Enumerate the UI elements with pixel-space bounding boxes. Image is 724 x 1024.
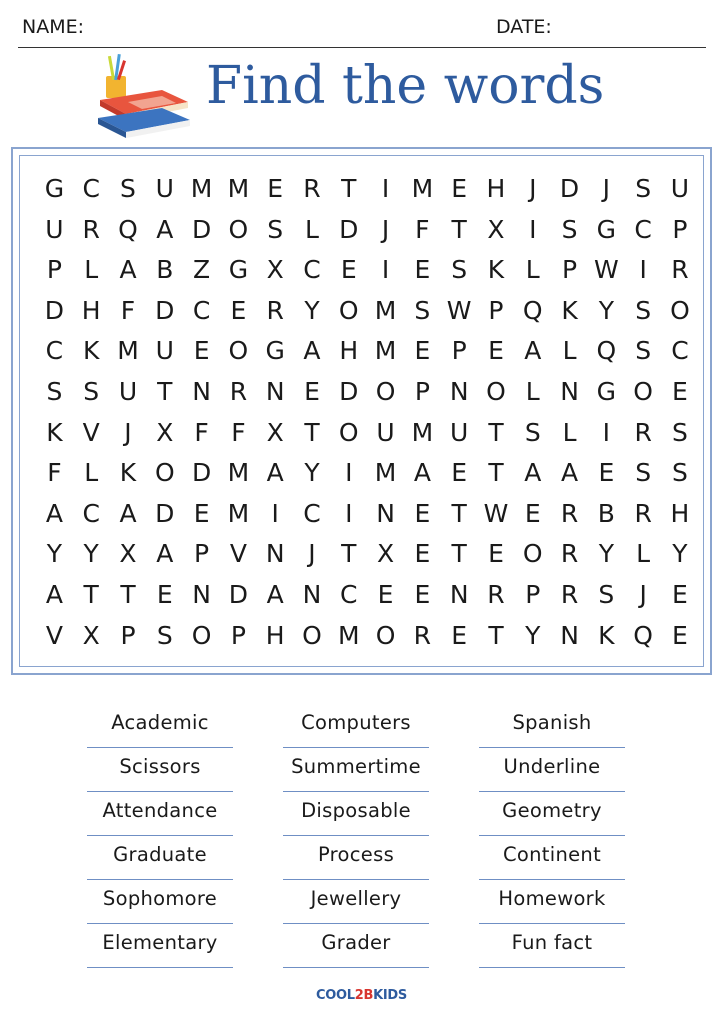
- grid-letter: A: [119, 498, 137, 528]
- grid-letter: D: [228, 579, 249, 609]
- grid-letter: D: [339, 214, 359, 244]
- grid-letter: V: [82, 417, 100, 447]
- grid-letter: S: [120, 174, 136, 203]
- grid-letter: L: [525, 376, 540, 406]
- word-list-item: Scissors: [87, 748, 233, 792]
- word-list-item: Computers: [283, 704, 429, 748]
- word-list-item: Spanish: [479, 704, 625, 748]
- logo-text-2b: 2B: [354, 988, 374, 1003]
- grid-letter: V: [45, 620, 63, 650]
- grid-letter: E: [451, 458, 468, 488]
- word-list-item: Grader: [283, 924, 429, 968]
- grid-letter: M: [411, 417, 434, 447]
- grid-letter: J: [308, 539, 316, 569]
- books-pencil-cup-icon: [92, 52, 194, 140]
- grid-letter: T: [83, 579, 99, 609]
- grid-letter: S: [672, 417, 688, 447]
- grid-letter: J: [602, 174, 611, 203]
- grid-letter: O: [375, 620, 396, 650]
- grid-letter: F: [120, 295, 136, 325]
- grid-letter: K: [487, 255, 505, 285]
- grid-letter: E: [414, 579, 431, 609]
- grid-letter: A: [413, 458, 431, 488]
- grid-letter: J: [381, 214, 390, 244]
- grid-letter: A: [45, 498, 63, 528]
- grid-letter: Y: [304, 295, 320, 325]
- grid-letter: G: [596, 214, 617, 244]
- word-list-item: Homework: [479, 880, 625, 924]
- grid-letter: P: [46, 255, 62, 285]
- grid-letter: I: [381, 174, 390, 203]
- grid-letter: G: [265, 336, 285, 366]
- name-label: NAME:: [22, 16, 85, 38]
- grid-letter: Z: [193, 255, 211, 285]
- grid-letter: E: [488, 539, 504, 569]
- grid-letter: M: [374, 295, 397, 325]
- grid-letter: U: [118, 376, 138, 406]
- footer-logo: [316, 988, 407, 1010]
- grid-letter: S: [598, 579, 615, 609]
- grid-letter: E: [267, 174, 284, 203]
- grid-letter: R: [229, 376, 248, 406]
- grid-letter: F: [47, 458, 62, 488]
- grid-letter: E: [451, 620, 468, 650]
- grid-letter: T: [157, 376, 173, 406]
- grid-letter: A: [561, 458, 579, 488]
- grid-letter: W: [446, 295, 472, 325]
- grid-letter: S: [414, 295, 431, 325]
- grid-letter: E: [672, 376, 688, 406]
- grid-letter: M: [227, 174, 250, 203]
- grid-letter: L: [84, 255, 99, 285]
- grid-letter: Q: [596, 336, 617, 366]
- word-list-item: Disposable: [283, 792, 429, 836]
- grid-letter: M: [190, 174, 213, 203]
- grid-letter: L: [84, 458, 99, 488]
- grid-letter: O: [228, 336, 249, 366]
- grid-letter: E: [414, 498, 431, 528]
- grid-letter: A: [156, 214, 174, 244]
- grid-letter: W: [483, 498, 509, 528]
- grid-letter: K: [119, 458, 137, 488]
- grid-letter: P: [488, 295, 504, 325]
- grid-letter: N: [560, 620, 579, 650]
- grid-letter: K: [561, 295, 578, 325]
- grid-letter: A: [119, 255, 137, 285]
- grid-letter: L: [525, 255, 540, 285]
- grid-letter: R: [560, 539, 579, 569]
- grid-letter: L: [562, 417, 577, 447]
- grid-letter: M: [374, 458, 397, 488]
- grid-letter: U: [450, 417, 469, 447]
- grid-letter: M: [374, 336, 397, 366]
- grid-letter: P: [414, 376, 430, 406]
- grid-letter: S: [451, 255, 468, 285]
- grid-letter: F: [231, 417, 246, 447]
- grid-letter: L: [562, 336, 577, 366]
- grid-letter: N: [376, 498, 395, 528]
- grid-letter: E: [340, 255, 357, 285]
- grid-letter: T: [488, 620, 504, 650]
- grid-letter: R: [560, 498, 579, 528]
- grid-letter: O: [633, 376, 653, 406]
- grid-letter: M: [117, 336, 139, 366]
- grid-letter: A: [156, 539, 174, 569]
- word-list-item: Academic: [87, 704, 233, 748]
- grid-letter: P: [525, 579, 541, 609]
- grid-letter: U: [670, 174, 690, 203]
- grid-letter: T: [488, 417, 504, 447]
- grid-letter: D: [191, 214, 212, 244]
- logo-text-kids: KIDS: [373, 988, 407, 1003]
- grid-letter: M: [337, 620, 360, 650]
- grid-letter: I: [529, 214, 537, 244]
- grid-letter: P: [451, 336, 467, 366]
- grid-letter: T: [451, 539, 467, 569]
- grid-letter: E: [414, 255, 431, 285]
- title-row: [0, 52, 724, 142]
- word-list-item: Summertime: [283, 748, 429, 792]
- grid-letter: H: [339, 336, 359, 366]
- grid-letter: E: [488, 336, 504, 366]
- letter-grid: [36, 169, 698, 656]
- grid-letter: A: [266, 458, 284, 488]
- grid-letter: R: [634, 498, 652, 528]
- grid-letter: S: [672, 458, 688, 488]
- date-label: DATE:: [496, 16, 552, 38]
- grid-letter: O: [154, 458, 175, 488]
- grid-letter: D: [559, 174, 580, 203]
- grid-letter: C: [82, 174, 100, 203]
- grid-letter: U: [45, 214, 64, 244]
- grid-letter: A: [266, 579, 284, 609]
- grid-letter: U: [376, 417, 395, 447]
- grid-letter: B: [597, 498, 615, 528]
- grid-letter: R: [303, 174, 321, 203]
- grid-letter: X: [487, 214, 505, 244]
- grid-letter: K: [82, 336, 100, 366]
- grid-letter: O: [228, 214, 249, 244]
- grid-letter: I: [381, 255, 390, 285]
- grid-letter: X: [266, 417, 284, 447]
- grid-letter: R: [560, 579, 579, 609]
- grid-letter: N: [560, 376, 579, 406]
- grid-letter: I: [639, 255, 647, 285]
- grid-letter: F: [415, 214, 430, 244]
- word-list: [87, 704, 629, 968]
- grid-letter: C: [192, 295, 211, 325]
- grid-letter: P: [194, 539, 210, 569]
- grid-letter: P: [230, 620, 246, 650]
- grid-letter: E: [451, 174, 468, 203]
- grid-letter: A: [524, 458, 542, 488]
- grid-letter: Y: [525, 620, 541, 650]
- grid-letter: C: [634, 214, 652, 244]
- grid-letter: Q: [522, 295, 543, 325]
- grid-letter: R: [266, 295, 284, 325]
- grid-letter: E: [414, 539, 431, 569]
- grid-letter: Y: [672, 539, 688, 569]
- grid-letter: Q: [118, 214, 138, 244]
- grid-letter: D: [191, 458, 212, 488]
- word-list-item: Sophomore: [87, 880, 233, 924]
- grid-letter: X: [82, 620, 100, 650]
- grid-letter: T: [451, 498, 467, 528]
- word-list-item: Process: [283, 836, 429, 880]
- grid-letter: T: [120, 579, 136, 609]
- grid-letter: C: [303, 498, 321, 528]
- grid-letter: C: [45, 336, 64, 366]
- grid-letter: T: [451, 214, 467, 244]
- grid-letter: Y: [598, 295, 614, 325]
- grid-letter: E: [230, 295, 247, 325]
- grid-letter: D: [44, 295, 65, 325]
- grid-letter: D: [339, 376, 359, 406]
- grid-letter: R: [634, 417, 652, 447]
- grid-letter: Y: [46, 539, 63, 569]
- grid-letter: F: [194, 417, 209, 447]
- grid-letter: C: [671, 336, 689, 366]
- grid-letter: G: [44, 174, 65, 203]
- page-title: Find the words: [206, 56, 605, 116]
- grid-letter: E: [304, 376, 320, 406]
- grid-letter: T: [304, 417, 320, 447]
- word-list-item: Underline: [479, 748, 625, 792]
- grid-letter: P: [120, 620, 136, 650]
- grid-letter: T: [341, 174, 357, 203]
- word-list-item: Graduate: [87, 836, 233, 880]
- grid-letter: N: [192, 579, 211, 609]
- grid-letter: S: [635, 295, 652, 325]
- grid-letter: R: [82, 214, 100, 244]
- grid-letter: K: [46, 417, 63, 447]
- grid-letter: J: [639, 579, 647, 609]
- grid-letter: O: [670, 295, 690, 325]
- grid-letter: G: [596, 376, 617, 406]
- grid-letter: C: [340, 579, 358, 609]
- grid-letter: S: [83, 376, 100, 406]
- grid-letter: D: [155, 498, 175, 528]
- grid-letter: S: [46, 376, 63, 406]
- grid-letter: S: [635, 336, 652, 366]
- grid-letter: Y: [304, 458, 320, 488]
- grid-letter: O: [522, 539, 543, 569]
- grid-letter: N: [265, 376, 285, 406]
- grid-letter: L: [636, 539, 651, 569]
- grid-letter: P: [672, 214, 688, 244]
- header-line: [18, 14, 706, 48]
- grid-letter: I: [602, 417, 611, 447]
- grid-letter: O: [375, 376, 396, 406]
- word-list-item: Elementary: [87, 924, 233, 968]
- grid-letter: S: [156, 620, 173, 650]
- grid-letter: A: [524, 336, 542, 366]
- grid-letter: R: [671, 255, 689, 285]
- grid-letter: E: [524, 498, 541, 528]
- grid-letter: E: [193, 498, 210, 528]
- grid-letter: O: [191, 620, 212, 650]
- puzzle-frame: [11, 147, 712, 675]
- grid-letter: O: [338, 295, 359, 325]
- grid-letter: Y: [598, 539, 614, 569]
- grid-letter: O: [486, 376, 506, 406]
- grid-letter: H: [486, 174, 506, 203]
- grid-letter: H: [265, 620, 285, 650]
- grid-letter: S: [524, 417, 541, 447]
- grid-letter: U: [155, 174, 174, 203]
- grid-letter: X: [119, 539, 137, 569]
- grid-letter: W: [593, 255, 619, 285]
- grid-letter: R: [487, 579, 505, 609]
- grid-letter: M: [411, 174, 434, 203]
- grid-letter: K: [598, 620, 615, 650]
- grid-letter: E: [672, 620, 688, 650]
- grid-letter: I: [271, 498, 279, 528]
- grid-letter: G: [228, 255, 249, 285]
- grid-letter: T: [341, 539, 357, 569]
- grid-letter: N: [192, 376, 211, 406]
- grid-letter: E: [156, 579, 173, 609]
- word-list-item: Fun fact: [479, 924, 625, 968]
- grid-letter: P: [562, 255, 578, 285]
- grid-letter: E: [598, 458, 615, 488]
- grid-letter: V: [229, 539, 247, 569]
- grid-letter: E: [672, 579, 688, 609]
- grid-letter: H: [670, 498, 690, 528]
- grid-letter: A: [303, 336, 321, 366]
- grid-letter: N: [449, 376, 469, 406]
- word-list-item: Jewellery: [283, 880, 429, 924]
- word-list-item: Geometry: [479, 792, 625, 836]
- grid-letter: I: [345, 498, 353, 528]
- grid-letter: L: [305, 214, 319, 244]
- grid-letter: Y: [83, 539, 99, 569]
- grid-letter: E: [193, 336, 210, 366]
- grid-letter: D: [155, 295, 175, 325]
- grid-letter: X: [377, 539, 395, 569]
- grid-letter: U: [155, 336, 174, 366]
- grid-letter: X: [156, 417, 174, 447]
- grid-letter: S: [635, 174, 652, 203]
- word-list-item: Attendance: [87, 792, 233, 836]
- grid-letter: Q: [633, 620, 653, 650]
- logo-text-cool: COOL: [316, 988, 355, 1003]
- grid-letter: H: [81, 295, 101, 325]
- grid-letter: E: [377, 579, 394, 609]
- grid-letter: N: [302, 579, 322, 609]
- grid-letter: B: [156, 255, 174, 285]
- grid-letter: S: [267, 214, 284, 244]
- grid-letter: A: [45, 579, 63, 609]
- grid-letter: T: [488, 458, 504, 488]
- grid-letter: J: [529, 174, 537, 203]
- grid-letter: I: [345, 458, 353, 488]
- grid-letter: M: [227, 458, 250, 488]
- grid-letter: N: [449, 579, 469, 609]
- grid-letter: C: [82, 498, 100, 528]
- grid-letter: X: [266, 255, 284, 285]
- grid-letter: O: [302, 620, 322, 650]
- grid-letter: C: [303, 255, 321, 285]
- grid-letter: J: [124, 417, 132, 447]
- grid-letter: S: [635, 458, 652, 488]
- grid-letter: M: [227, 498, 250, 528]
- word-list-item: Continent: [479, 836, 625, 880]
- grid-letter: N: [265, 539, 285, 569]
- grid-letter: R: [413, 620, 432, 650]
- grid-letter: O: [338, 417, 359, 447]
- grid-letter: S: [561, 214, 578, 244]
- grid-letter: E: [414, 336, 431, 366]
